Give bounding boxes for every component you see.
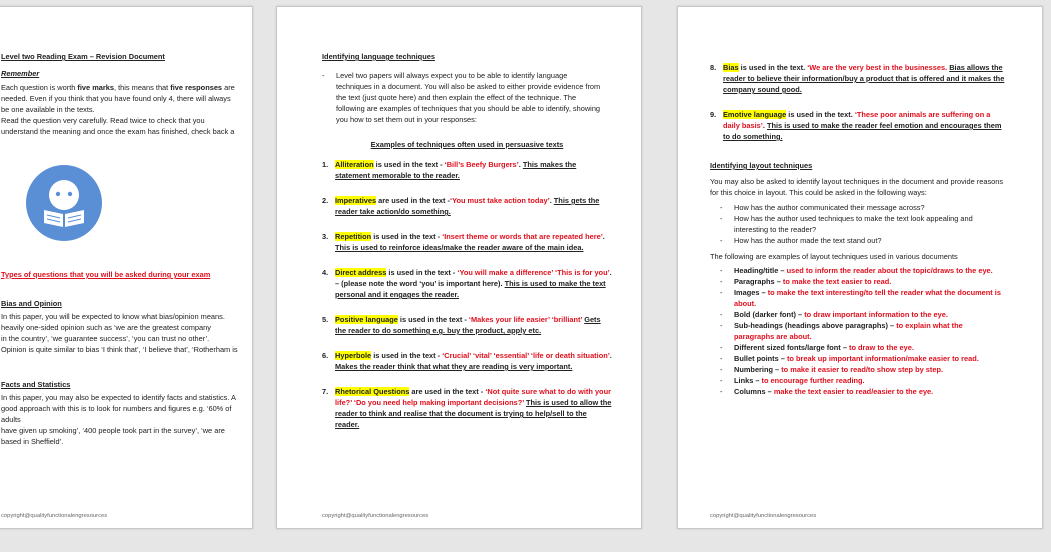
technique-item: [322, 159, 612, 181]
technique-name: Sub-headings (headings above paragraphs) –: [734, 321, 895, 330]
technique-name: Images –: [734, 288, 766, 297]
technique-note: .: [609, 351, 612, 360]
dash-bullet: -: [720, 354, 723, 363]
technique-quote: ‘Makes your life easier’ ‘brilliant’: [468, 315, 583, 324]
item-number: 7.: [322, 387, 329, 396]
technique-name: Numbering –: [734, 365, 780, 374]
layout-technique-text: [734, 364, 943, 375]
dash-bullet: -: [720, 321, 723, 330]
technique-item: [710, 109, 1005, 142]
dash-bullet: -: [720, 365, 723, 374]
layout-techniques-heading: Identifying layout techniques: [710, 161, 813, 170]
technique-connector: is used in the text -: [371, 232, 443, 241]
technique-name: Columns –: [734, 387, 772, 396]
layout-technique: [720, 375, 1005, 386]
bias-line: in the country’, ‘we guarantee success’, ‘you can trust no other’.: [1, 334, 210, 343]
technique-connector: is used in the text -: [371, 351, 443, 360]
page3-footer: copyright@qualityfunctionalengresources: [710, 513, 817, 519]
item-number: 8.: [710, 63, 717, 72]
layout-technique-text: [734, 320, 1005, 342]
technique-item: [322, 314, 612, 336]
text-run: understand the meaning and once the exam has finished, check back a: [1, 127, 235, 136]
layout-technique-text: [734, 309, 948, 320]
layout-technique: [720, 353, 1005, 364]
technique-name: Heading/title –: [734, 266, 785, 275]
technique-effect: to make the text easier to read.: [780, 277, 892, 286]
layout-technique: [720, 276, 1005, 287]
bias-line: heavily one-sided opinion such as ‘we are the greatest company: [1, 323, 211, 332]
page1-red-heading: Types of questions that you will be asked during your exam: [1, 270, 211, 279]
layout-technique-text: [734, 265, 993, 276]
dash-bullet: -: [720, 277, 723, 286]
technique-term: Rhetorical Questions: [335, 387, 410, 396]
text-run: Each question is worth: [1, 83, 78, 92]
bias-line: In this paper, you will be expected to know what bias/opinion means.: [1, 312, 225, 321]
intro-line: [1, 93, 241, 104]
intro-line: [1, 115, 241, 126]
technique-effect: make the text easier to read/easier to the eye.: [771, 387, 934, 396]
item-number: 5.: [322, 315, 329, 324]
technique-item-text: [335, 267, 612, 300]
technique-note: .: [762, 121, 767, 130]
page1-title: Level two Reading Exam – Revision Document: [1, 52, 165, 61]
page1-remember: Remember: [1, 69, 40, 78]
language-techniques-heading: Identifying language techniques: [322, 52, 435, 61]
technique-effect: to draw to the eye.: [846, 343, 914, 352]
technique-connector: are used in the text -: [376, 196, 451, 205]
technique-explanation: This is used to allow the reader to think and realise that the document is trying to help/sell to the reader.: [335, 398, 612, 429]
technique-connector: are used in the text -: [409, 387, 486, 396]
layout-technique: [720, 265, 1005, 276]
technique-item: [710, 62, 1005, 95]
dash-bullet: -: [720, 310, 723, 319]
bias-paragraph: [1, 311, 241, 355]
technique-name: Links –: [734, 376, 760, 385]
text-run: are: [222, 83, 235, 92]
technique-quote: ‘Insert theme or words that are repeated here’: [442, 232, 603, 241]
question-text: How has the author made the text stand out?: [734, 236, 882, 245]
technique-connector: is used in the text -: [397, 315, 469, 324]
page2-intro: [322, 70, 612, 125]
layout-technique: [720, 342, 1005, 353]
layout-technique-list: [710, 265, 1005, 397]
layout-question: [720, 235, 1005, 246]
technique-note: . – (please note the word ‘you’ is important here).: [335, 268, 612, 288]
layout-technique-text: [734, 287, 1005, 309]
layout-technique: [720, 309, 1005, 320]
bias-heading: Bias and Opinion: [1, 299, 62, 308]
technique-term: Repetition: [335, 232, 372, 241]
item-number: 4.: [322, 268, 329, 277]
facts-line: based in Sheffield’.: [1, 437, 64, 446]
persuasive-examples-heading: Examples of techniques often used in persuasive texts: [370, 140, 564, 149]
technique-quote: ‘Crucial’ ‘vital’ ‘essential’ ‘life or death situation’: [442, 351, 610, 360]
technique-item: [322, 195, 612, 217]
technique-connector: is used in the text.: [786, 110, 855, 119]
facts-line: In this paper, you may also be expected to identify facts and statistics. A: [1, 393, 236, 402]
dash-bullet: -: [720, 203, 723, 212]
page1-intro: [1, 82, 241, 137]
facts-heading: Facts and Statistics: [1, 380, 71, 389]
technique-term: Alliteration: [335, 160, 374, 169]
layout-question-list: [710, 202, 1005, 246]
technique-note: .: [518, 160, 523, 169]
facts-line: have given up smoking’, ‘400 people took part in the survey’, ‘we are: [1, 426, 225, 435]
technique-term: Imperatives: [335, 196, 377, 205]
technique-name: Bold (darker font) –: [734, 310, 803, 319]
technique-quote: ‘You will make a difference’ ‘This is for you’: [457, 268, 610, 277]
dash-bullet: -: [720, 266, 723, 275]
dash-bullet: -: [322, 71, 325, 80]
layout-intro-text: You may also be asked to identify layout techniques in the document and provide reasons for this choice in layout. This could be asked in the following ways:: [710, 177, 1004, 197]
technique-explanation: This is used to reinforce ideas/make the reader aware of the main idea.: [335, 243, 584, 252]
technique-term: Bias: [723, 63, 739, 72]
technique-effect: to explain what the paragraphs are about.: [734, 321, 963, 341]
layout-technique: [720, 320, 1005, 342]
item-number: 1.: [322, 160, 329, 169]
item-number: 2.: [322, 196, 329, 205]
layout-question: [720, 202, 1005, 213]
page2-intro-text: [336, 70, 604, 125]
technique-effect: used to inform the reader about the topic/draws to the eye.: [784, 266, 993, 275]
layout-technique: [720, 386, 1005, 397]
technique-quote: ‘These poor animals are suffering on a daily basis’: [723, 110, 991, 130]
technique-term: Direct address: [335, 268, 387, 277]
technique-item: [322, 350, 612, 372]
technique-term: Emotive language: [723, 110, 787, 119]
intro-line: [1, 104, 241, 115]
text-run: Read the question very carefully. Read twice to check that you: [1, 116, 205, 125]
text-run: needed. Even if you think that you have found only 4, there will always: [1, 94, 231, 103]
technique-item-text: [723, 62, 1005, 95]
technique-term: Positive language: [335, 315, 398, 324]
technique-name: Bullet points –: [734, 354, 785, 363]
page2-footer: copyright@qualityfunctionalengresources: [322, 513, 429, 519]
technique-item-text: [335, 350, 612, 372]
technique-item-text: [335, 386, 612, 430]
technique-connector: is used in the text.: [738, 63, 808, 72]
question-text: How has the author communicated their message across?: [734, 203, 925, 212]
technique-item-text: [723, 109, 1005, 142]
technique-item: [322, 386, 612, 430]
technique-effect: to make it easier to read/to show step by step.: [779, 365, 944, 374]
page2-body: [322, 51, 612, 444]
technique-effect: to break up important information/make easier to read.: [784, 354, 979, 363]
technique-explanation: Bias allows the reader to believe their information/buy a product that is offered and it makes the company sound good.: [723, 63, 1005, 94]
technique-explanation: This gets the reader take action/do something.: [335, 196, 600, 216]
bold-text: five marks: [77, 83, 114, 92]
technique-name: Paragraphs –: [734, 277, 781, 286]
technique-quote: ‘We are the very best in the businesses.: [807, 63, 948, 72]
technique-term: Hyperbole: [335, 351, 372, 360]
technique-effect: to encourage further reading.: [759, 376, 865, 385]
technique-item-text: [335, 314, 612, 336]
technique-effect: to draw important information to the eye.: [802, 310, 948, 319]
page1-body-2: [1, 269, 241, 447]
technique-note: .: [549, 196, 554, 205]
layout-technique-text: [734, 353, 979, 364]
bold-text: five responses: [170, 83, 223, 92]
reader-logo-icon: [26, 165, 102, 241]
technique-explanation: This makes the statement memorable to the reader.: [335, 160, 577, 180]
question-text: How has the author used techniques to make the text look appealing and interesting to the reader?: [734, 214, 973, 234]
document-page-2: [276, 6, 642, 529]
dash-bullet: -: [720, 288, 723, 297]
text-run: , this means that: [114, 83, 171, 92]
document-page-1: [0, 6, 253, 529]
text-run: be one available in the texts.: [1, 105, 95, 114]
technique-item: [322, 267, 612, 300]
technique-note: .: [602, 232, 605, 241]
dash-bullet: -: [720, 376, 723, 385]
facts-line: good approach with this is to look for numbers and figures e.g. ‘60% of adults: [1, 404, 232, 424]
layout-technique-text: [734, 342, 914, 353]
technique-quote: ‘You must take action today’: [450, 196, 550, 205]
layout-technique-text: [734, 276, 891, 287]
layout-examples-intro: The following are examples of layout techniques used in various documents: [710, 252, 958, 261]
layout-intro: [710, 176, 1005, 198]
technique-item-text: [335, 159, 612, 181]
technique-item-text: [335, 195, 612, 217]
dash-bullet: -: [720, 343, 723, 352]
technique-name: Different sized fonts/large font –: [734, 343, 847, 352]
technique-explanation: This is used to make the text personal and it engages the reader.: [335, 279, 606, 299]
technique-connector: is used in the text -: [386, 268, 458, 277]
language-technique-list-continued: [710, 62, 1005, 142]
facts-paragraph: [1, 392, 241, 447]
document-page-3: [677, 6, 1043, 529]
dash-bullet: -: [720, 387, 723, 396]
text-run: Level two papers will always expect you to be able to identify language techniques in a document. You will also be asked to either provide evidence from the text (just quote here) and then explain the effect of the technique. The following are examples of techniques that you should be able to identify, showing you how to set them out in your responses:: [336, 71, 601, 124]
layout-technique: [720, 364, 1005, 375]
language-technique-list: [322, 159, 612, 430]
item-number: 9.: [710, 110, 717, 119]
technique-quote: ‘Not quite sure what to do with your life?’ ‘Do you need help making important decisions?’: [335, 387, 611, 407]
technique-explanation: This is used to make the reader feel emotion and encourages them to do something.: [723, 121, 1002, 141]
dash-bullet: -: [720, 236, 723, 245]
layout-technique-text: [734, 375, 865, 386]
item-number: 3.: [322, 232, 329, 241]
page3-body: [710, 62, 1005, 397]
technique-item: [322, 231, 612, 253]
dash-bullet: -: [720, 214, 723, 223]
layout-question: [720, 213, 1005, 235]
technique-explanation: Gets the reader to do something e.g. buy the product, apply etc.: [335, 315, 601, 335]
technique-quote: ‘Bill’s Beefy Burgers’: [444, 160, 519, 169]
technique-connector: is used in the text -: [373, 160, 445, 169]
technique-item-text: [335, 231, 612, 253]
bias-line: Opinion is quite similar to bias ‘I think that’, ‘I believe that’, ‘Rotherham is: [1, 345, 238, 354]
intro-line: [1, 82, 241, 93]
item-number: 6.: [322, 351, 329, 360]
page1-footer: copyright@qualityfunctionalengresources: [1, 513, 108, 519]
technique-effect: to make the text interesting/to tell the reader what the document is about.: [734, 288, 1001, 308]
page1-body: [1, 51, 241, 137]
layout-technique-text: [734, 386, 933, 397]
technique-explanation: Makes the reader think that what they are reading is very important.: [335, 362, 573, 371]
intro-line: [1, 126, 241, 137]
layout-technique: [720, 287, 1005, 309]
